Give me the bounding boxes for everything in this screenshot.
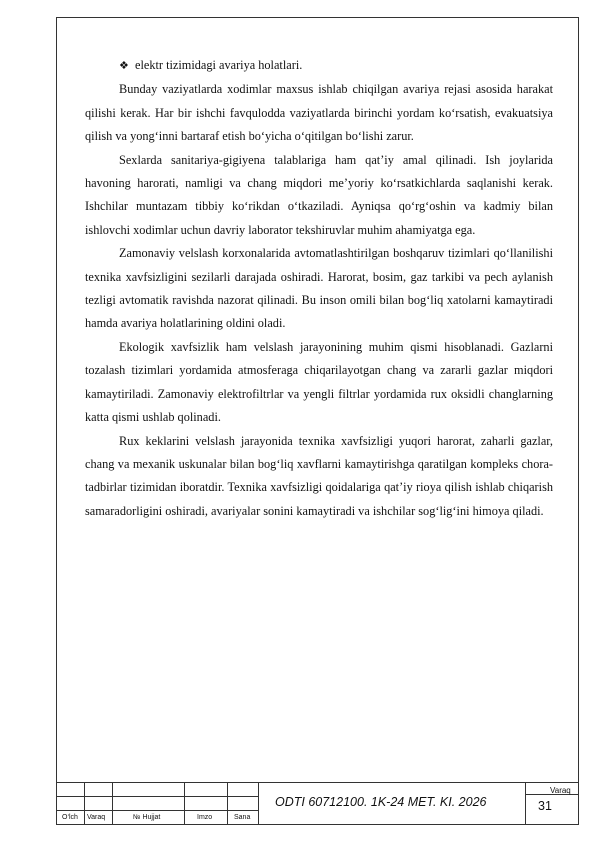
- paragraph-4: Ekologik xavfsizlik ham velslash jarayonining muhim qismi hisoblanadi. Gazlarni tozalash tizimlari yordamida atmosferaga chiqarilayotgan chang va zararli gazlar miqdori kamaytiriladi. Zamonaviy elektrofiltrlar va yengli filtrlar yordamida rux oksidli changlarning katta qismi ushlab qolinadi.: [85, 339, 553, 425]
- label-imzo: Imzo: [197, 814, 213, 821]
- label-olch: O‘lch: [62, 814, 78, 821]
- title-block-col-line: [227, 782, 228, 825]
- document-body: [85, 54, 553, 523]
- diamond-bullet-icon: ❖: [119, 60, 129, 72]
- title-block: [56, 782, 579, 825]
- title-block-col-line: [525, 782, 526, 825]
- title-block-col-line: [258, 782, 259, 825]
- document-code: ODTI 60712100. 1K-24 MET. KI. 2026: [275, 795, 487, 809]
- paragraph-2: Sexlarda sanitariya-gigiyena talablariga ham qat’iy amal qilinadi. Ish joylarida havoning harorati, namligi va chang miqdori me’yoriy ko‘rsatkichlarda saqlanishi kerak. Ishchilar muntazam tibbiy ko‘rikdan o‘tkaziladi. Ayniqsa qo‘rg‘oshin va kadmiy bilan ishlovchi xodimlar uchun davriy laborator tekshiruvlar muhim ahamiyatga ega.: [85, 152, 553, 237]
- paragraph-5: Rux keklarini velslash jarayonida texnika xavfsizligi yuqori harorat, zaharli gazlar, chang va mexanik uskunalar bilan bog‘liq xavflarni kamaytirishga qaratilgan kompleks chora-tadbirlar tizimidan iboratdir. Texnika xavfsizligi qoidalariga qat’iy rioya qilish ishlab chiqarish samaradorligini oshiradi, avariyalar sonini kamaytiradi va ishchilar sog‘lig‘ini himoya qiladi.: [85, 433, 553, 518]
- bullet-item: [85, 54, 553, 78]
- label-hujjat: № Hujjat: [133, 814, 161, 821]
- title-block-col-line: [112, 782, 113, 825]
- title-block-top-line: [56, 782, 579, 783]
- title-block-col-line: [84, 782, 85, 825]
- page-number: 31: [538, 799, 552, 813]
- paragraph-3: Zamonaviy velslash korxonalarida avtomatlashtirilgan boshqaruv tizimlari qo‘llanilishi texnika xavfsizligini sezilarli darajada oshiradi. Harorat, bosim, gaz tarkibi va pech aylanish tezligi avtomatik ravishda nazorat qilinadi. Bu inson omili bilan bog‘liq xatolarni kamaytiradi hamda avariya holatlarining oldini oladi.: [85, 246, 553, 331]
- title-block-col-line: [184, 782, 185, 825]
- label-varaq-page: Varaq: [550, 786, 571, 795]
- label-sana: Sana: [234, 814, 251, 821]
- bullet-text: elektr tizimidagi avariya holatlari.: [135, 58, 303, 72]
- paragraph-1: Bunday vaziyatlarda xodimlar maxsus ishlab chiqilgan avariya rejasi asosida harakat qilishi kerak. Har bir ishchi favqulodda vaziyatlarda birinchi yordam ko‘rsatish, evakuatsiya qilish va yong‘inni bartaraf etish bo‘yicha o‘qitilgan bo‘lishi zarur.: [85, 82, 553, 144]
- label-varaq: Varaq: [87, 814, 106, 821]
